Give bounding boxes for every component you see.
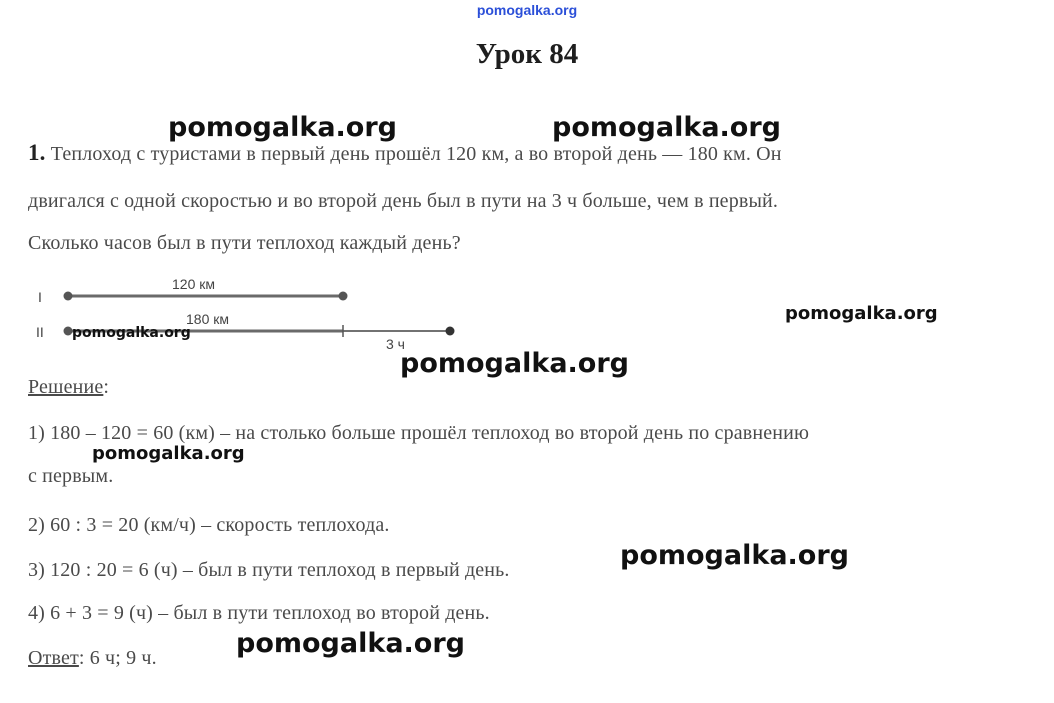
top-watermark: pomogalka.org	[476, 2, 578, 18]
answer-value: : 6 ч; 9 ч.	[78, 647, 157, 669]
segment-day1-label: 120 км	[172, 276, 215, 292]
solution-step-3: 3) 120 : 20 = 6 (ч) – был в пути теплоход в первый день.	[28, 559, 510, 581]
diagram-row2-label: II	[36, 324, 44, 340]
task-text-1: Теплоход с туристами в первый день прошёл 120 км, а во второй день — 180 км. Он	[50, 143, 782, 165]
task-line-1	[28, 140, 782, 166]
solution-step-4: 4) 6 + 3 = 9 (ч) – был в пути теплоход во второй день.	[28, 602, 490, 624]
segment-extra-label: 3 ч	[386, 336, 405, 352]
answer-line	[28, 647, 157, 670]
task-number: 1.	[28, 140, 46, 165]
solution-step-2: 2) 60 : 3 = 20 (км/ч) – скорость теплохода.	[28, 514, 390, 536]
task-line-2: двигался с одной скоростью и во второй день был в пути на 3 ч больше, чем в первый.	[28, 190, 779, 212]
watermark: pomogalka.org	[552, 112, 781, 143]
solution-heading: Решение:	[28, 376, 110, 398]
segment-day1-end	[339, 292, 348, 301]
watermark: pomogalka.org	[400, 348, 629, 379]
watermark: pomogalka.org	[72, 325, 191, 341]
watermark: pomogalka.org	[236, 628, 465, 659]
watermark: pomogalka.org	[620, 540, 849, 571]
solution-step-1b: с первым.	[28, 465, 114, 487]
segment-day2-end	[446, 327, 455, 336]
segment-day1-start	[64, 292, 73, 301]
solution-step-1a: 1) 180 – 120 = 60 (км) – на столько больше прошёл теплоход во второй день по сравнению	[28, 422, 810, 444]
diagram-row1-label: I	[38, 289, 42, 305]
watermark: pomogalka.org	[92, 443, 245, 464]
segment-day2-label: 180 км	[186, 311, 229, 327]
watermark: pomogalka.org	[785, 303, 938, 324]
lesson-title: Урок 84	[475, 38, 579, 70]
watermark: pomogalka.org	[168, 112, 397, 143]
segment-diagram	[0, 270, 700, 360]
task-line-3: Сколько часов был в пути теплоход каждый день?	[28, 232, 461, 254]
answer-label: Ответ	[28, 647, 79, 669]
